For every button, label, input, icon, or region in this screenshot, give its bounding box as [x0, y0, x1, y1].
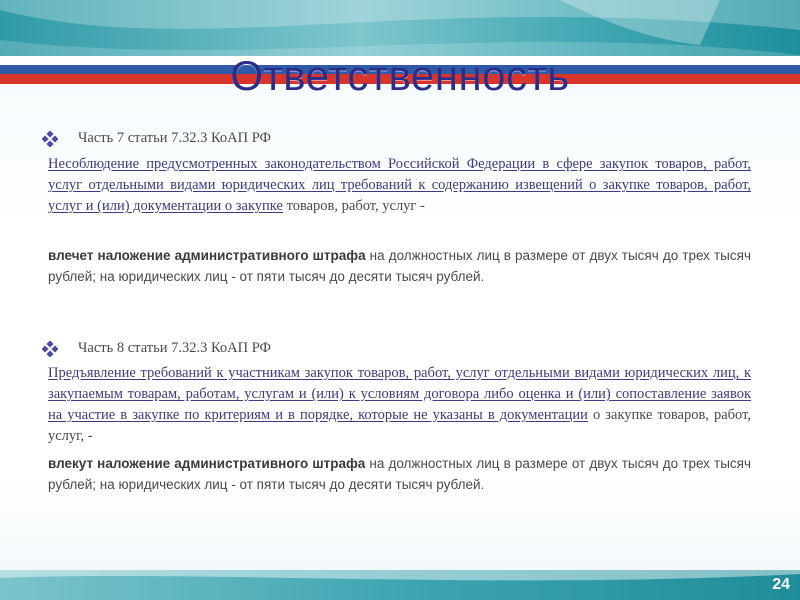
slide-title: Ответственность	[230, 52, 570, 99]
penalty-bold: влечет наложение административного штрафа	[48, 248, 366, 263]
violation-paragraph	[48, 154, 751, 217]
violation-tail: товаров, работ, услуг -	[282, 198, 425, 214]
section-heading-row	[42, 130, 271, 147]
page-number: 24	[772, 576, 790, 593]
section-heading-row	[42, 340, 271, 357]
section-heading: Часть 8 статьи 7.32.3 КоАП РФ	[78, 340, 272, 356]
section-heading: Часть 7 статьи 7.32.3 КоАП РФ	[78, 130, 272, 146]
penalty-paragraph	[48, 453, 751, 495]
penalty-rest: на должностных лиц в размере от двух тысяч до трех тысяч рублей; на юридических лиц - от пяти тысяч до десяти тысяч рублей.	[48, 456, 751, 492]
penalty-paragraph	[48, 245, 751, 287]
diamond-bullet-icon	[42, 341, 58, 357]
violation-link[interactable]: Несоблюдение предусмотренных законодательством Российской Федерации в сфере закупок товаров, работ, услуг отдельными видами юридических лиц требований к содержанию извещений о закупке товаров, работ, услуг и (или) документации о закупке	[48, 156, 751, 214]
violation-paragraph	[48, 363, 751, 447]
violation-link[interactable]: Предъявление требований к участникам закупок товаров, работ, услуг отдельными видами юридических лиц, к закупаемым товарам, работам, услугам и (или) к условиям договора либо оценка и (или) сопоставление заявок на участие в закупке по критериям и в порядке, которые не указаны в документации	[48, 365, 751, 423]
penalty-bold: влекут наложение административного штрафа	[48, 456, 366, 471]
footer-banner	[0, 570, 800, 600]
penalty-rest: на должностных лиц в размере от двух тысяч до трех тысяч рублей; на юридических лиц - от пяти тысяч до десяти тысяч рублей.	[48, 248, 751, 284]
violation-tail: о закупке товаров, работ, услуг, -	[48, 407, 751, 444]
diamond-bullet-icon	[42, 131, 58, 147]
